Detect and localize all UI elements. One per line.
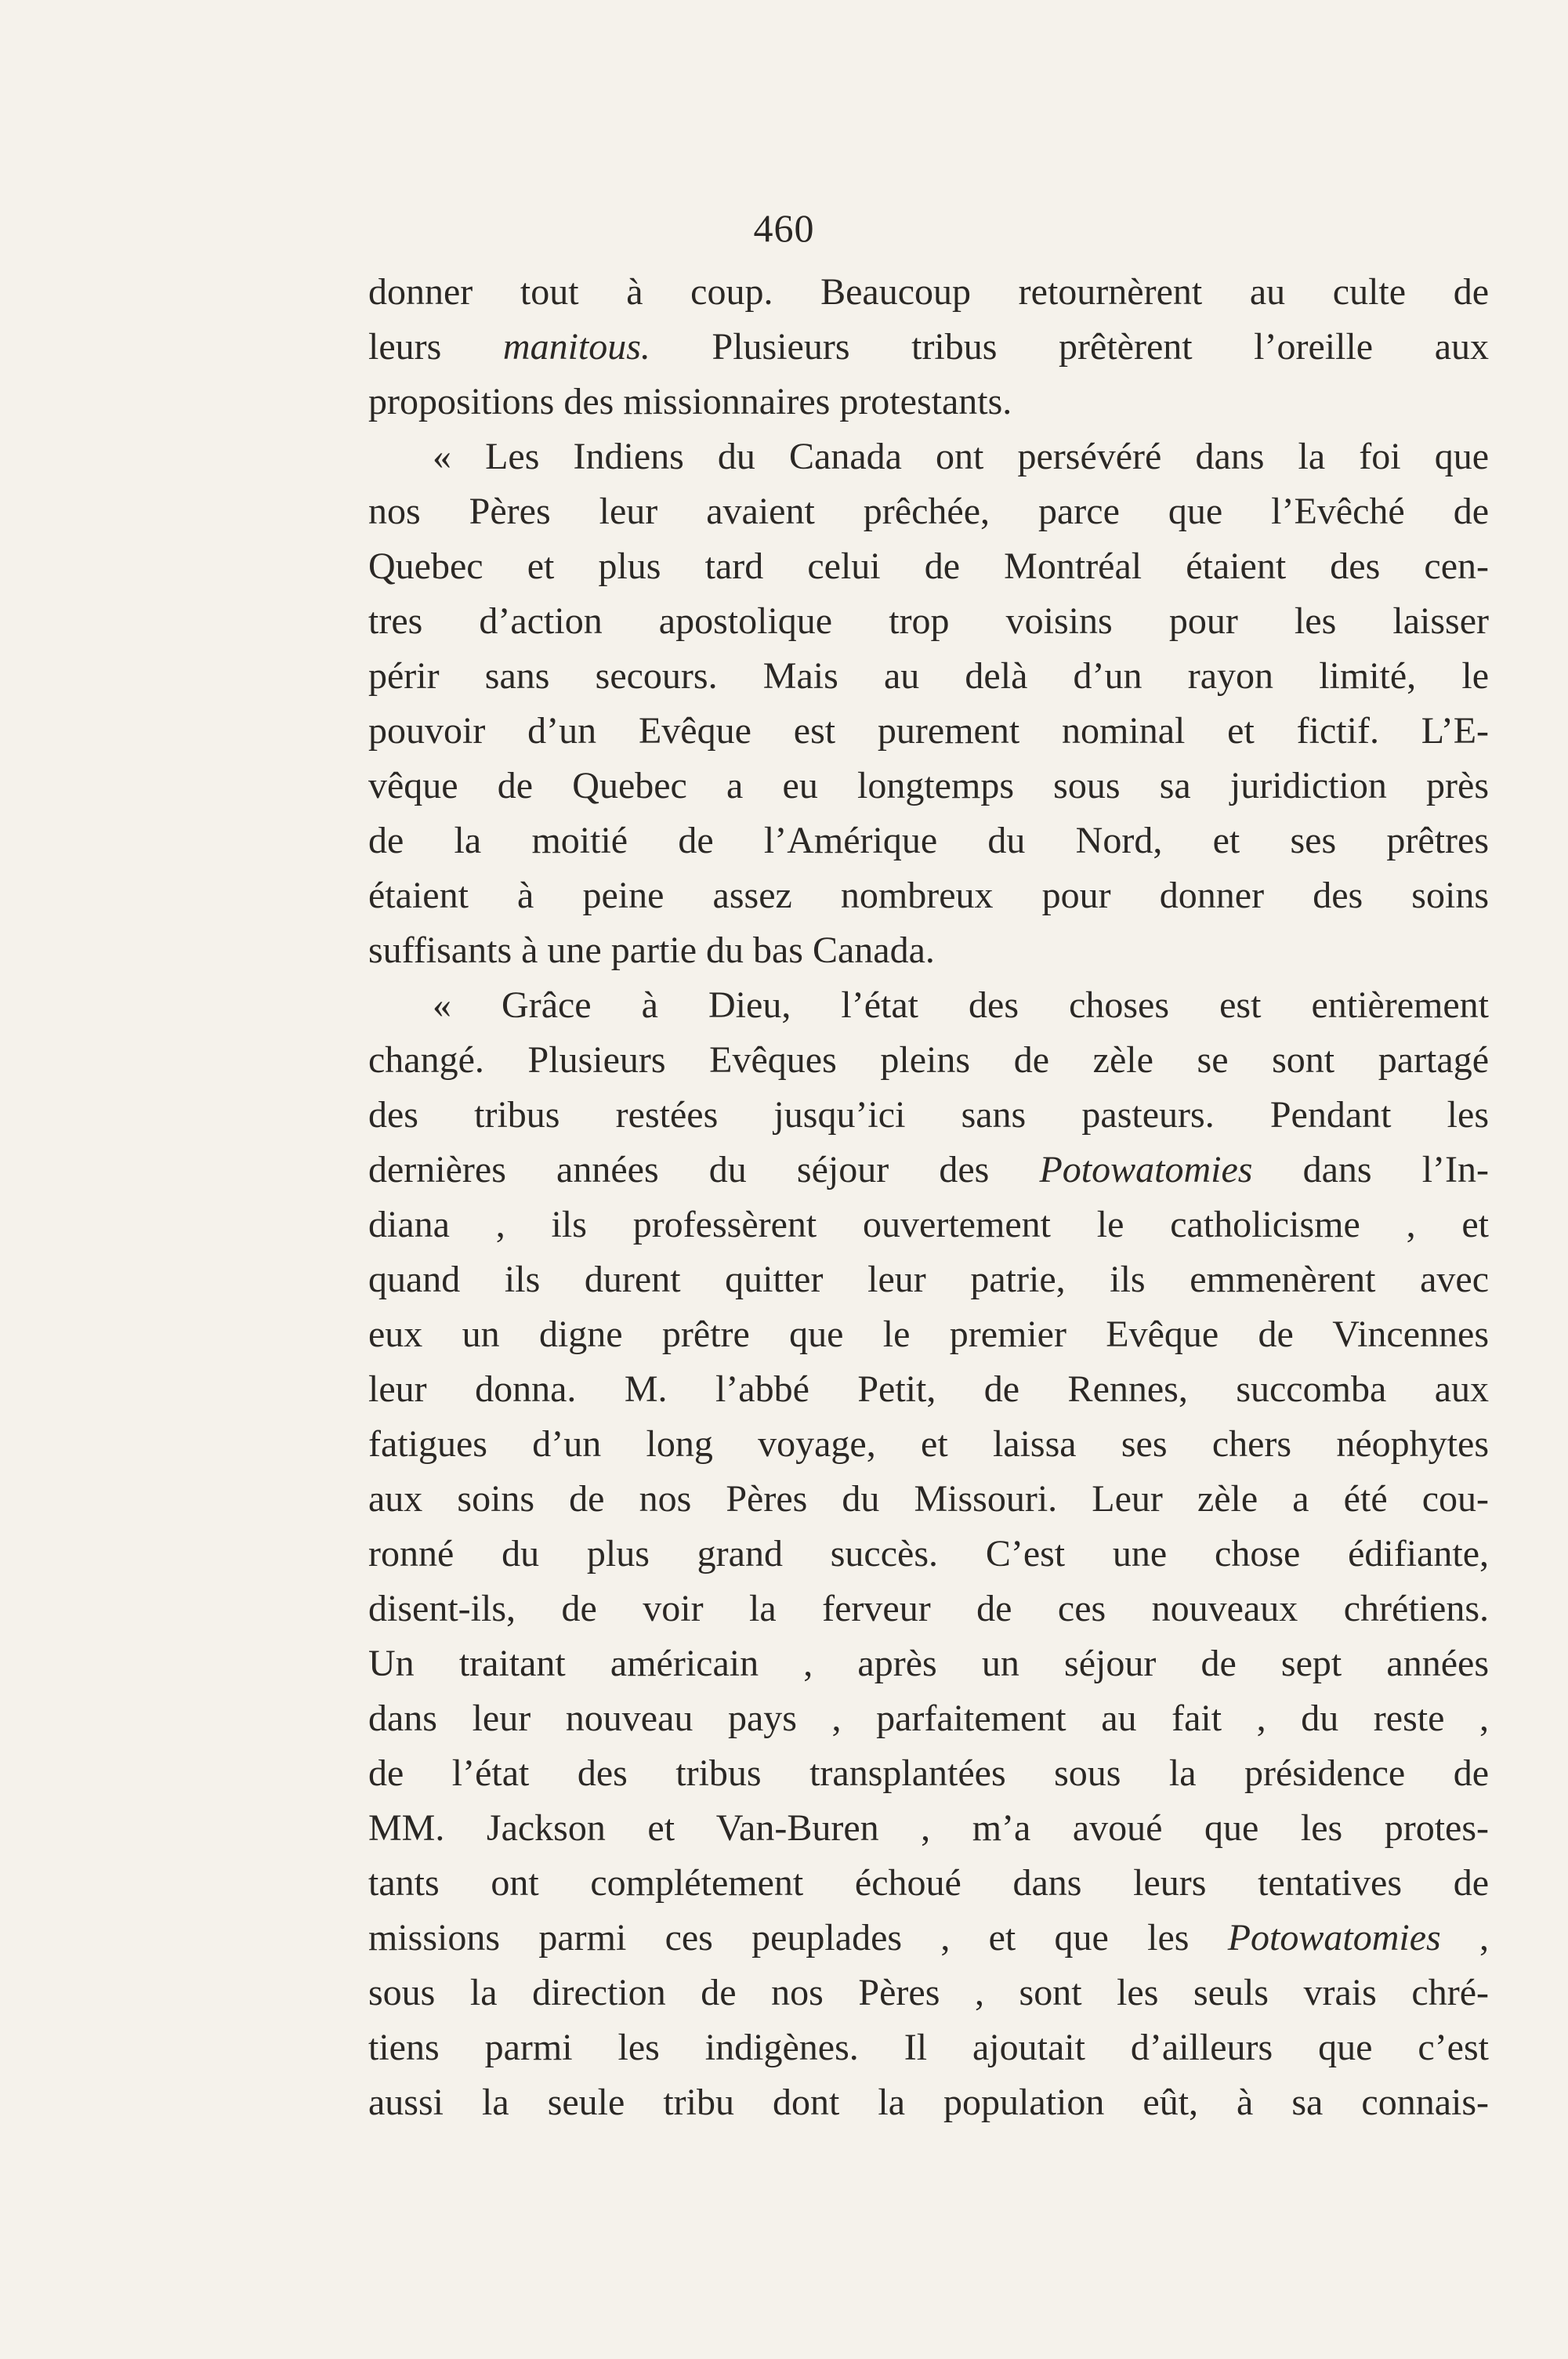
text-segment: donner tout à coup. Beaucoup retournèrent au culte de (368, 271, 1489, 313)
text-line (368, 594, 1489, 649)
text-line (368, 978, 1489, 1033)
text-line (368, 1417, 1489, 1472)
text-segment: , (1440, 1917, 1489, 1959)
text-line (368, 320, 1489, 375)
text-line (368, 1198, 1489, 1252)
text-segment: Un traitant américain , après un séjour de sept années (368, 1643, 1489, 1684)
text-segment: étaient à peine assez nombreux pour donner des soins (368, 875, 1489, 916)
text-segment: suffisants à une partie du bas Canada. (368, 929, 935, 971)
text-line (368, 1966, 1489, 2020)
text-line (368, 1362, 1489, 1417)
text-segment: dernières années du séjour des (368, 1149, 1040, 1190)
text-segment: Quebec et plus tard celui de Montréal étaient des cen- (368, 545, 1489, 587)
text-line (368, 1307, 1489, 1362)
text-segment: aux soins de nos Pères du Missouri. Leur zèle a été cou- (368, 1478, 1489, 1520)
text-line (368, 923, 1489, 978)
text-line (368, 868, 1489, 923)
text-line (368, 649, 1489, 704)
text-line (368, 539, 1489, 594)
text-segment: changé. Plusieurs Evêques pleins de zèle se sont partagé (368, 1039, 1489, 1081)
text-line (368, 484, 1489, 539)
text-line (368, 1088, 1489, 1143)
text-segment: eux un digne prêtre que le premier Evêque de Vincennes (368, 1314, 1489, 1355)
italic-segment: manitous. (502, 326, 650, 368)
text-line (368, 704, 1489, 759)
text-line (368, 1911, 1489, 1966)
text-line (368, 1746, 1489, 1801)
text-segment: diana , ils professèrent ouvertement le catholicisme , et (368, 1204, 1489, 1245)
text-line (368, 429, 1489, 484)
text-segment: sous la direction de nos Pères , sont les seuls vrais chré- (368, 1972, 1489, 2013)
text-line (368, 2075, 1489, 2130)
italic-segment: Potowatomies (1039, 1149, 1253, 1190)
text-line (368, 1636, 1489, 1691)
italic-segment: Potowatomies (1227, 1917, 1441, 1959)
text-segment: Plusieurs tribus prêtèrent l’oreille aux (650, 326, 1489, 368)
text-line (368, 1801, 1489, 1856)
text-segment: dans leur nouveau pays , parfaitement au fait , du reste , (368, 1698, 1489, 1739)
page-number: 460 (753, 206, 815, 250)
text-segment: de la moitié de l’Amérique du Nord, et ses prêtres (368, 820, 1489, 861)
text-segment: MM. Jackson et Van-Buren , m’a avoué que les protes- (368, 1807, 1489, 1849)
text-segment: périr sans secours. Mais au delà d’un rayon limité, le (368, 655, 1489, 697)
text-segment: pouvoir d’un Evêque est purement nominal et fictif. L’E- (368, 710, 1489, 752)
text-line (368, 265, 1489, 320)
text-segment: « Les Indiens du Canada ont persévéré dans la foi que (433, 436, 1489, 477)
text-line (368, 814, 1489, 868)
text-segment: leurs (368, 326, 503, 368)
text-segment: de l’état des tribus transplantées sous la présidence de (368, 1752, 1489, 1794)
text-line (368, 1582, 1489, 1636)
text-line (368, 1472, 1489, 1527)
text-segment: disent-ils, de voir la ferveur de ces nouveaux chrétiens. (368, 1588, 1489, 1629)
text-segment: quand ils durent quitter leur patrie, ils emmenèrent avec (368, 1259, 1489, 1300)
text-line (368, 1252, 1489, 1307)
text-segment: propositions des missionnaires protestants. (368, 381, 1012, 422)
text-segment: tants ont complétement échoué dans leurs tentatives de (368, 1862, 1489, 1904)
text-segment: ronné du plus grand succès. C’est une chose édifiante, (368, 1533, 1489, 1574)
text-segment: nos Pères leur avaient prêchée, parce que l’Evêché de (368, 491, 1489, 532)
body-text (368, 265, 1489, 2130)
text-line (368, 1033, 1489, 1088)
text-line (368, 1691, 1489, 1746)
text-segment: leur donna. M. l’abbé Petit, de Rennes, succomba aux (368, 1368, 1489, 1410)
text-segment: vêque de Quebec a eu longtemps sous sa juridiction près (368, 765, 1489, 806)
text-segment: dans l’In- (1252, 1149, 1489, 1190)
text-segment: tres d’action apostolique trop voisins pour les laisser (368, 600, 1489, 642)
text-line (368, 375, 1489, 429)
text-line (368, 1143, 1489, 1198)
text-segment: missions parmi ces peuplades , et que les (368, 1917, 1228, 1959)
text-segment: tiens parmi les indigènes. Il ajoutait d’ailleurs que c’est (368, 2027, 1489, 2068)
text-segment: « Grâce à Dieu, l’état des choses est entièrement (433, 984, 1489, 1026)
text-segment: des tribus restées jusqu’ici sans pasteurs. Pendant les (368, 1094, 1489, 1136)
text-line (368, 759, 1489, 814)
text-line (368, 1527, 1489, 1582)
text-line (368, 1856, 1489, 1911)
text-line (368, 2020, 1489, 2075)
text-segment: aussi la seule tribu dont la population eût, à sa connais- (368, 2082, 1489, 2123)
text-segment: fatigues d’un long voyage, et laissa ses chers néophytes (368, 1423, 1489, 1465)
